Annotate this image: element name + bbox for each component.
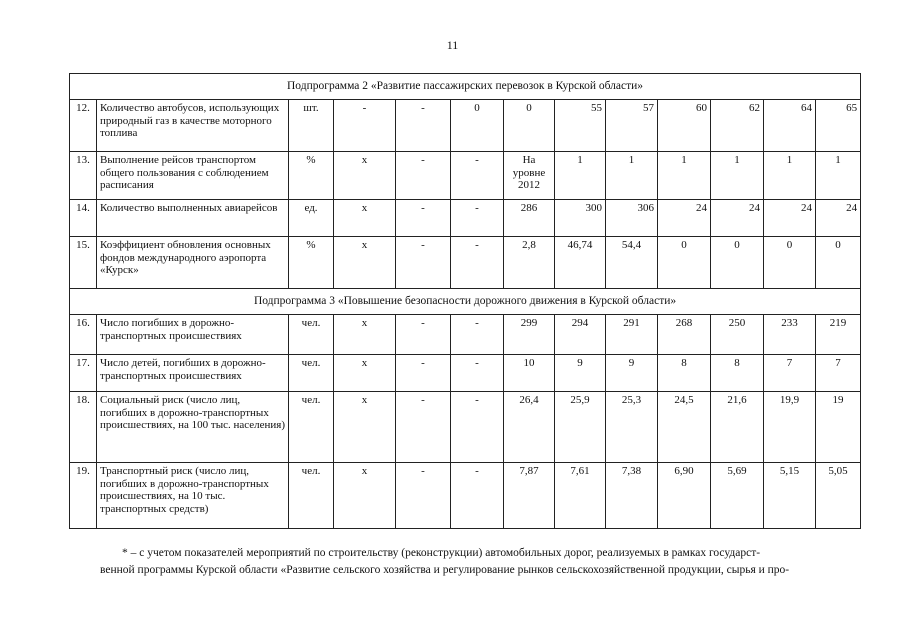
row-number: 14. [70, 200, 97, 237]
value-cell: 62 [711, 100, 764, 152]
value-cell: - [396, 315, 451, 355]
value-cell: 57 [606, 100, 658, 152]
row-number: 13. [70, 152, 97, 200]
value-cell: - [396, 237, 451, 289]
value-cell: 0 [764, 237, 816, 289]
value-cell: - [396, 100, 451, 152]
value-cell: 6,90 [658, 463, 711, 529]
value-cell: - [451, 355, 504, 392]
table-row [70, 200, 861, 237]
unit-cell: шт. [289, 100, 334, 152]
value-cell: 5,05 [816, 463, 861, 529]
value-cell: 0 [504, 100, 555, 152]
row-number: 19. [70, 463, 97, 529]
value-cell: - [396, 355, 451, 392]
unit-cell: чел. [289, 392, 334, 463]
value-cell: 64 [764, 100, 816, 152]
page-number: 11 [446, 38, 459, 52]
footnote-line-2: венной программы Курской области «Развитие сельского хозяйства и регулирование рынков сельскохозяйственной продукции, сырья и про- [100, 564, 790, 576]
value-cell: 2,8 [504, 237, 555, 289]
value-cell: 21,6 [711, 392, 764, 463]
value-cell: x [334, 315, 396, 355]
value-cell: 299 [504, 315, 555, 355]
indicator-name: Число погибших в дорожно-транспортных происшествиях [97, 315, 289, 355]
value-cell: 46,74 [555, 237, 606, 289]
value-cell: 19,9 [764, 392, 816, 463]
indicator-name: Количество выполненных авиарейсов [97, 200, 289, 237]
value-cell: - [451, 315, 504, 355]
value-cell: 19 [816, 392, 861, 463]
value-cell: 7,38 [606, 463, 658, 529]
value-cell: 1 [816, 152, 861, 200]
section-row-subprogram-2 [70, 74, 861, 100]
value-cell: 1 [606, 152, 658, 200]
value-cell: - [451, 152, 504, 200]
value-cell: 26,4 [504, 392, 555, 463]
value-cell: 54,4 [606, 237, 658, 289]
value-cell: 24 [658, 200, 711, 237]
value-cell: 8 [711, 355, 764, 392]
row-number: 16. [70, 315, 97, 355]
value-cell: 1 [711, 152, 764, 200]
unit-cell: ед. [289, 200, 334, 237]
value-cell: 300 [555, 200, 606, 237]
value-cell: 1 [555, 152, 606, 200]
indicator-name: Социальный риск (число лиц, погибших в дорожно-транспортных происшествиях, на 100 тыс. населения) [97, 392, 289, 463]
table-row [70, 152, 861, 200]
table-row [70, 237, 861, 289]
value-cell: 25,3 [606, 392, 658, 463]
row-number: 18. [70, 392, 97, 463]
value-cell: 268 [658, 315, 711, 355]
indicators-table [69, 73, 861, 529]
unit-cell: % [289, 237, 334, 289]
value-cell: - [396, 200, 451, 237]
value-cell: 24 [816, 200, 861, 237]
value-cell: 0 [816, 237, 861, 289]
footnote-line-1: * – с учетом показателей мероприятий по строительству (реконструкции) автомобильных дорог, реализуемых в рамках государст- [122, 547, 761, 559]
value-cell: x [334, 392, 396, 463]
value-cell: 0 [658, 237, 711, 289]
unit-cell: чел. [289, 315, 334, 355]
unit-cell: чел. [289, 463, 334, 529]
value-cell: x [334, 463, 396, 529]
value-cell: - [396, 392, 451, 463]
table-row [70, 463, 861, 529]
value-cell: - [451, 200, 504, 237]
value-cell: 5,69 [711, 463, 764, 529]
table-row [70, 100, 861, 152]
value-cell: 25,9 [555, 392, 606, 463]
value-cell: 8 [658, 355, 711, 392]
indicator-name: Транспортный риск (число лиц, погибших в дорожно-транспортных происшествиях, на 10 тыс. транспортных средств) [97, 463, 289, 529]
value-cell: 219 [816, 315, 861, 355]
value-cell: - [451, 392, 504, 463]
indicator-name: Число детей, погибших в дорожно-транспортных происшествиях [97, 355, 289, 392]
indicator-name: Коэффициент обновления основных фондов международного аэропорта «Курск» [97, 237, 289, 289]
value-cell: 9 [555, 355, 606, 392]
row-number: 15. [70, 237, 97, 289]
value-cell: 10 [504, 355, 555, 392]
value-cell: 65 [816, 100, 861, 152]
value-cell: 7,61 [555, 463, 606, 529]
value-cell: 9 [606, 355, 658, 392]
value-cell: 291 [606, 315, 658, 355]
value-cell: 1 [658, 152, 711, 200]
value-cell: 24 [711, 200, 764, 237]
value-cell: 24 [764, 200, 816, 237]
value-cell: 0 [451, 100, 504, 152]
row-number: 12. [70, 100, 97, 152]
table-row [70, 392, 861, 463]
value-cell: 5,15 [764, 463, 816, 529]
footnote [100, 545, 880, 579]
table-row [70, 355, 861, 392]
value-cell: - [451, 463, 504, 529]
value-cell: 0 [711, 237, 764, 289]
value-cell: 60 [658, 100, 711, 152]
value-cell: На уровне 2012 [504, 152, 555, 200]
value-cell: 7,87 [504, 463, 555, 529]
value-cell: - [396, 463, 451, 529]
unit-cell: чел. [289, 355, 334, 392]
indicator-name: Выполнение рейсов транспортом общего пользования с соблюдением расписания [97, 152, 289, 200]
value-cell: x [334, 355, 396, 392]
row-number: 17. [70, 355, 97, 392]
value-cell: 24,5 [658, 392, 711, 463]
section-title: Подпрограмма 2 «Развитие пассажирских перевозок в Курской области» [70, 74, 861, 100]
value-cell: 294 [555, 315, 606, 355]
value-cell: x [334, 200, 396, 237]
unit-cell: % [289, 152, 334, 200]
value-cell: x [334, 152, 396, 200]
value-cell: x [334, 237, 396, 289]
value-cell: 1 [764, 152, 816, 200]
section-title: Подпрограмма 3 «Повышение безопасности дорожного движения в Курской области» [70, 289, 861, 315]
value-cell: - [396, 152, 451, 200]
section-row-subprogram-3 [70, 289, 861, 315]
value-cell: - [334, 100, 396, 152]
value-cell: 7 [764, 355, 816, 392]
table-row [70, 315, 861, 355]
value-cell: 306 [606, 200, 658, 237]
indicator-name: Количество автобусов, использующих природный газ в качестве моторного топлива [97, 100, 289, 152]
value-cell: 250 [711, 315, 764, 355]
value-cell: 7 [816, 355, 861, 392]
value-cell: - [451, 237, 504, 289]
value-cell: 55 [555, 100, 606, 152]
value-cell: 233 [764, 315, 816, 355]
value-cell: 286 [504, 200, 555, 237]
